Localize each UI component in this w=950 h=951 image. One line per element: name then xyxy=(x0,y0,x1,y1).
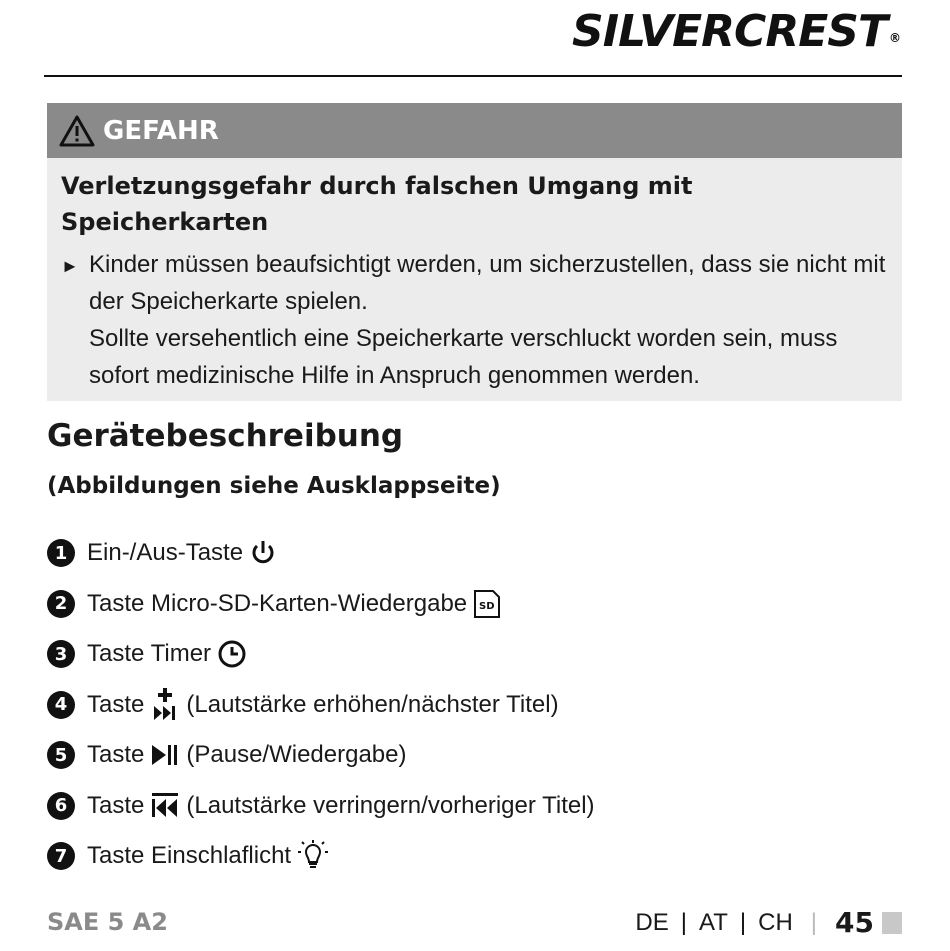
brand-logo: SILVERCREST ® xyxy=(572,6,900,57)
item-list xyxy=(47,528,595,882)
page-number: 45 xyxy=(835,906,874,939)
footer-page-info xyxy=(635,906,902,939)
warning-title: Verletzungsgefahr durch falschen Umgang mit Speicherkarten xyxy=(61,172,693,236)
warning-header xyxy=(47,103,902,158)
clock-icon xyxy=(217,639,247,669)
section-subtitle: (Abbildungen siehe Ausklappseite) xyxy=(47,473,501,499)
item-number: 6 xyxy=(47,792,75,820)
item-number: 3 xyxy=(47,640,75,668)
list-item xyxy=(47,831,595,882)
item-text: Ein-/Aus-Taste xyxy=(87,539,244,567)
divider: | xyxy=(739,908,747,936)
warning-text-2: Sollte versehentlich eine Speicherkarte verschluckt worden sein, muss sofort medizinische Hilfe in Anspruch genommen werden. xyxy=(89,325,838,389)
divider: | xyxy=(810,908,818,936)
bullet-arrow-icon: ► xyxy=(61,256,79,276)
item-number: 7 xyxy=(47,842,75,870)
list-item xyxy=(47,730,595,781)
item-number: 2 xyxy=(47,590,75,618)
list-item xyxy=(47,629,595,680)
page-marker xyxy=(882,912,902,934)
divider: | xyxy=(680,908,687,936)
light-icon xyxy=(297,840,329,872)
item-text: Taste Einschlaflicht xyxy=(87,842,292,870)
warning-triangle-icon xyxy=(59,115,95,147)
section-title: Gerätebeschreibung xyxy=(47,418,404,454)
item-text: Taste xyxy=(87,791,145,819)
footer-model: SAE 5 A2 xyxy=(47,908,168,936)
item-text-after: (Pause/Wiedergabe) xyxy=(186,741,407,769)
svg-text:SD: SD xyxy=(479,600,495,612)
item-text: Taste xyxy=(87,741,145,769)
list-item xyxy=(47,528,595,579)
country-ch: CH xyxy=(758,908,793,936)
volume-down-prev-icon xyxy=(150,793,180,819)
country-at: AT xyxy=(699,908,728,936)
item-text: Taste Micro-SD-Karten-Wiedergabe xyxy=(87,589,468,617)
header-rule xyxy=(44,75,902,77)
item-text-after: (Lautstärke verringern/vorheriger Titel) xyxy=(186,791,595,819)
list-item xyxy=(47,579,595,630)
list-item xyxy=(47,680,595,731)
warning-box xyxy=(47,103,902,401)
item-text: Taste Timer xyxy=(87,640,212,668)
volume-up-next-icon xyxy=(150,688,180,722)
country-de: DE xyxy=(635,908,669,936)
warning-text-1: Kinder müssen beaufsichtigt werden, um sicherzustellen, dass sie nicht mit der Speicherkarte spielen. xyxy=(89,251,886,315)
play-pause-icon xyxy=(150,743,180,767)
item-number: 5 xyxy=(47,741,75,769)
power-icon xyxy=(249,539,277,567)
list-item xyxy=(47,781,595,832)
warning-label: GEFAHR xyxy=(103,115,219,146)
item-text-after: (Lautstärke erhöhen/nächster Titel) xyxy=(186,690,559,718)
sd-card-icon xyxy=(473,589,501,619)
item-text: Taste xyxy=(87,690,145,718)
item-number: 1 xyxy=(47,539,75,567)
item-number: 4 xyxy=(47,691,75,719)
